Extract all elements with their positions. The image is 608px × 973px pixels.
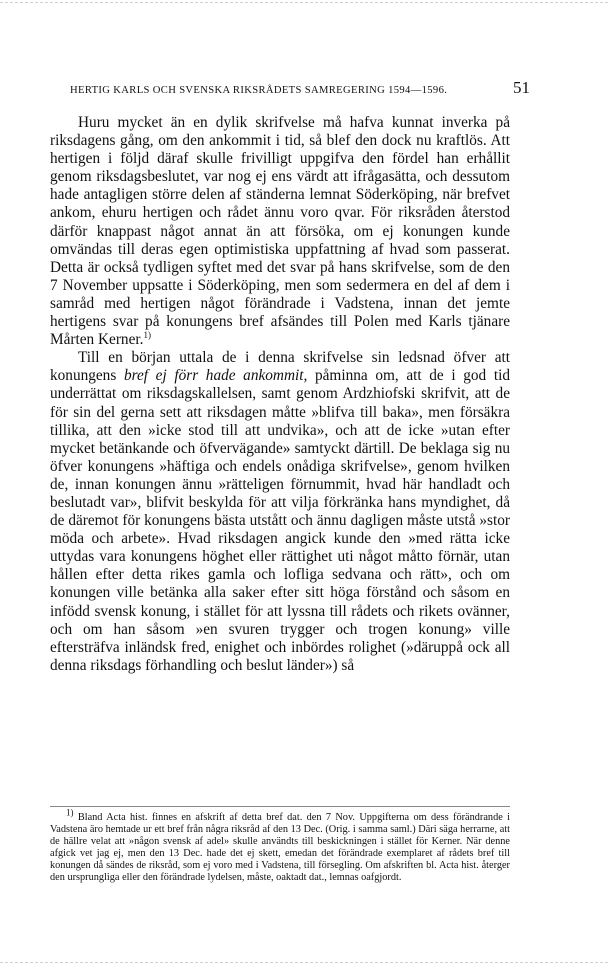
paragraph-2-text-end: påminna om, att de i god tid underrättat om riksdagskallelsen, samt genom Ardzhiofski skrifvit, att de för sin del gerna sett att riksdagen måtte »blifva till baka», men försäkra tillika, att den »icke stod till att undvika», och att de icke »utan efter mycket betänkande och öfvervägande» samtyckt därtill. De beklaga sig nu öfver konungens »häftiga och endels onådiga skrifvelse», genom hvilken de, innan konungen ännu »rätteligen förnummit, hvad här handladt och beslutadt var», blifvit beskylda för att vilja förkränka hans myndighet, då de däremot för konungens bästa utstått och ännu dagligen måste utstå »stor möda och arbete». Hvad riksdagen angick kunde den »med rätta icke uttydas vara konungens höghet eller rättighet uti något måtto förnär, utan hållen efter detta rikes gamla och lofliga sedvana och rätt», och om konungen ville betänka alla saker efter sitt höga förstånd och såsom en infödd svensk konung, i stället för att lyssna till rådets och rikets ovänner, och om han såsom »en svuren trygger och trogen konung» ville eftersträfva inländsk fred, enighet och inbördes rolighet (»däruppå ock all denna riksdags förhandling och beslut länder») så — [50, 367, 510, 674]
page-edge-bottom — [0, 962, 608, 963]
footnote-text: Bland Acta hist. finnes en afskrift af detta bref dat. den 7 Nov. Uppgifterna om dess förändrande i Vadstena äro hemtade ur ett bref från några riksråd af den 13 Dec. (Orig. i samma saml.) Däri säga herrarne, att de hällre velat att »någon svensk af adel» skulle användts till beskickningen i stället för Kerner. När denne afgick vet jag ej, men den 13 Dec. hade det ej skett, emedan det förändrade exemplaret af rådets bref till konungen då sändes de riksråd, som ej voro med i Vadstena, till försegling. Om afskriften bl. Acta hist. återger den ursprungliga eller den förändrade lydelsen, måste, oaktadt dat., lemnas oafgjordt. — [50, 812, 510, 884]
paragraph-1 — [50, 114, 510, 349]
page-number: 51 — [513, 78, 530, 97]
page-header — [70, 78, 530, 98]
page-edge-top — [0, 2, 608, 3]
footnote-divider — [50, 806, 510, 807]
paragraph-1-text: Huru mycket än en dylik skrifvelse må hafva kunnat inverka på riksdagens gång, om den ankommit i tid, så blef den dock nu kraftlös. Att hertigen i följd däraf skulle frivilligt uppgifva den fördel han erhållit genom riksdagsbeslutet, var nog ej ens värdt att ifrågasätta, och dessutom hade antagligen större delen af ständerna lemnat Söderköping, när brefvet ankom, ehuru hertigen och rådet ännu voro qvar. För riksråden återstod därför knappast något annat än att försöka, om ej konungen kunde omvändas till deras egen optimistiska uppfattning af hvad som passerat. Detta är också tydligen syftet med det svar på hans skrifvelse, som de den 7 November uppsatte i Söderköping, men som sedermera en del af dem i samråd med hertigen något förändrade i Vadstena, innan det jemte hertigens svar på konungens bref afsändes till Polen med Karls tjänare Mårten Kerner. — [50, 114, 510, 349]
running-head: HERTIG KARLS OCH SVENSKA RIKSRÅDETS SAMREGERING 1594—1596. — [70, 85, 448, 96]
paragraph-2 — [50, 349, 510, 675]
footnote — [50, 807, 510, 885]
main-text — [50, 114, 510, 675]
paragraph-2-text-start: Till en början uttala de i denna skrifvelse sin ledsnad öfver att konungens — [50, 349, 510, 385]
footnote-reference: 1) — [143, 330, 151, 341]
paragraph-2-italic-quote: bref ej förr hade ankommit, — [123, 367, 308, 385]
footnote-marker: 1) — [66, 807, 74, 818]
